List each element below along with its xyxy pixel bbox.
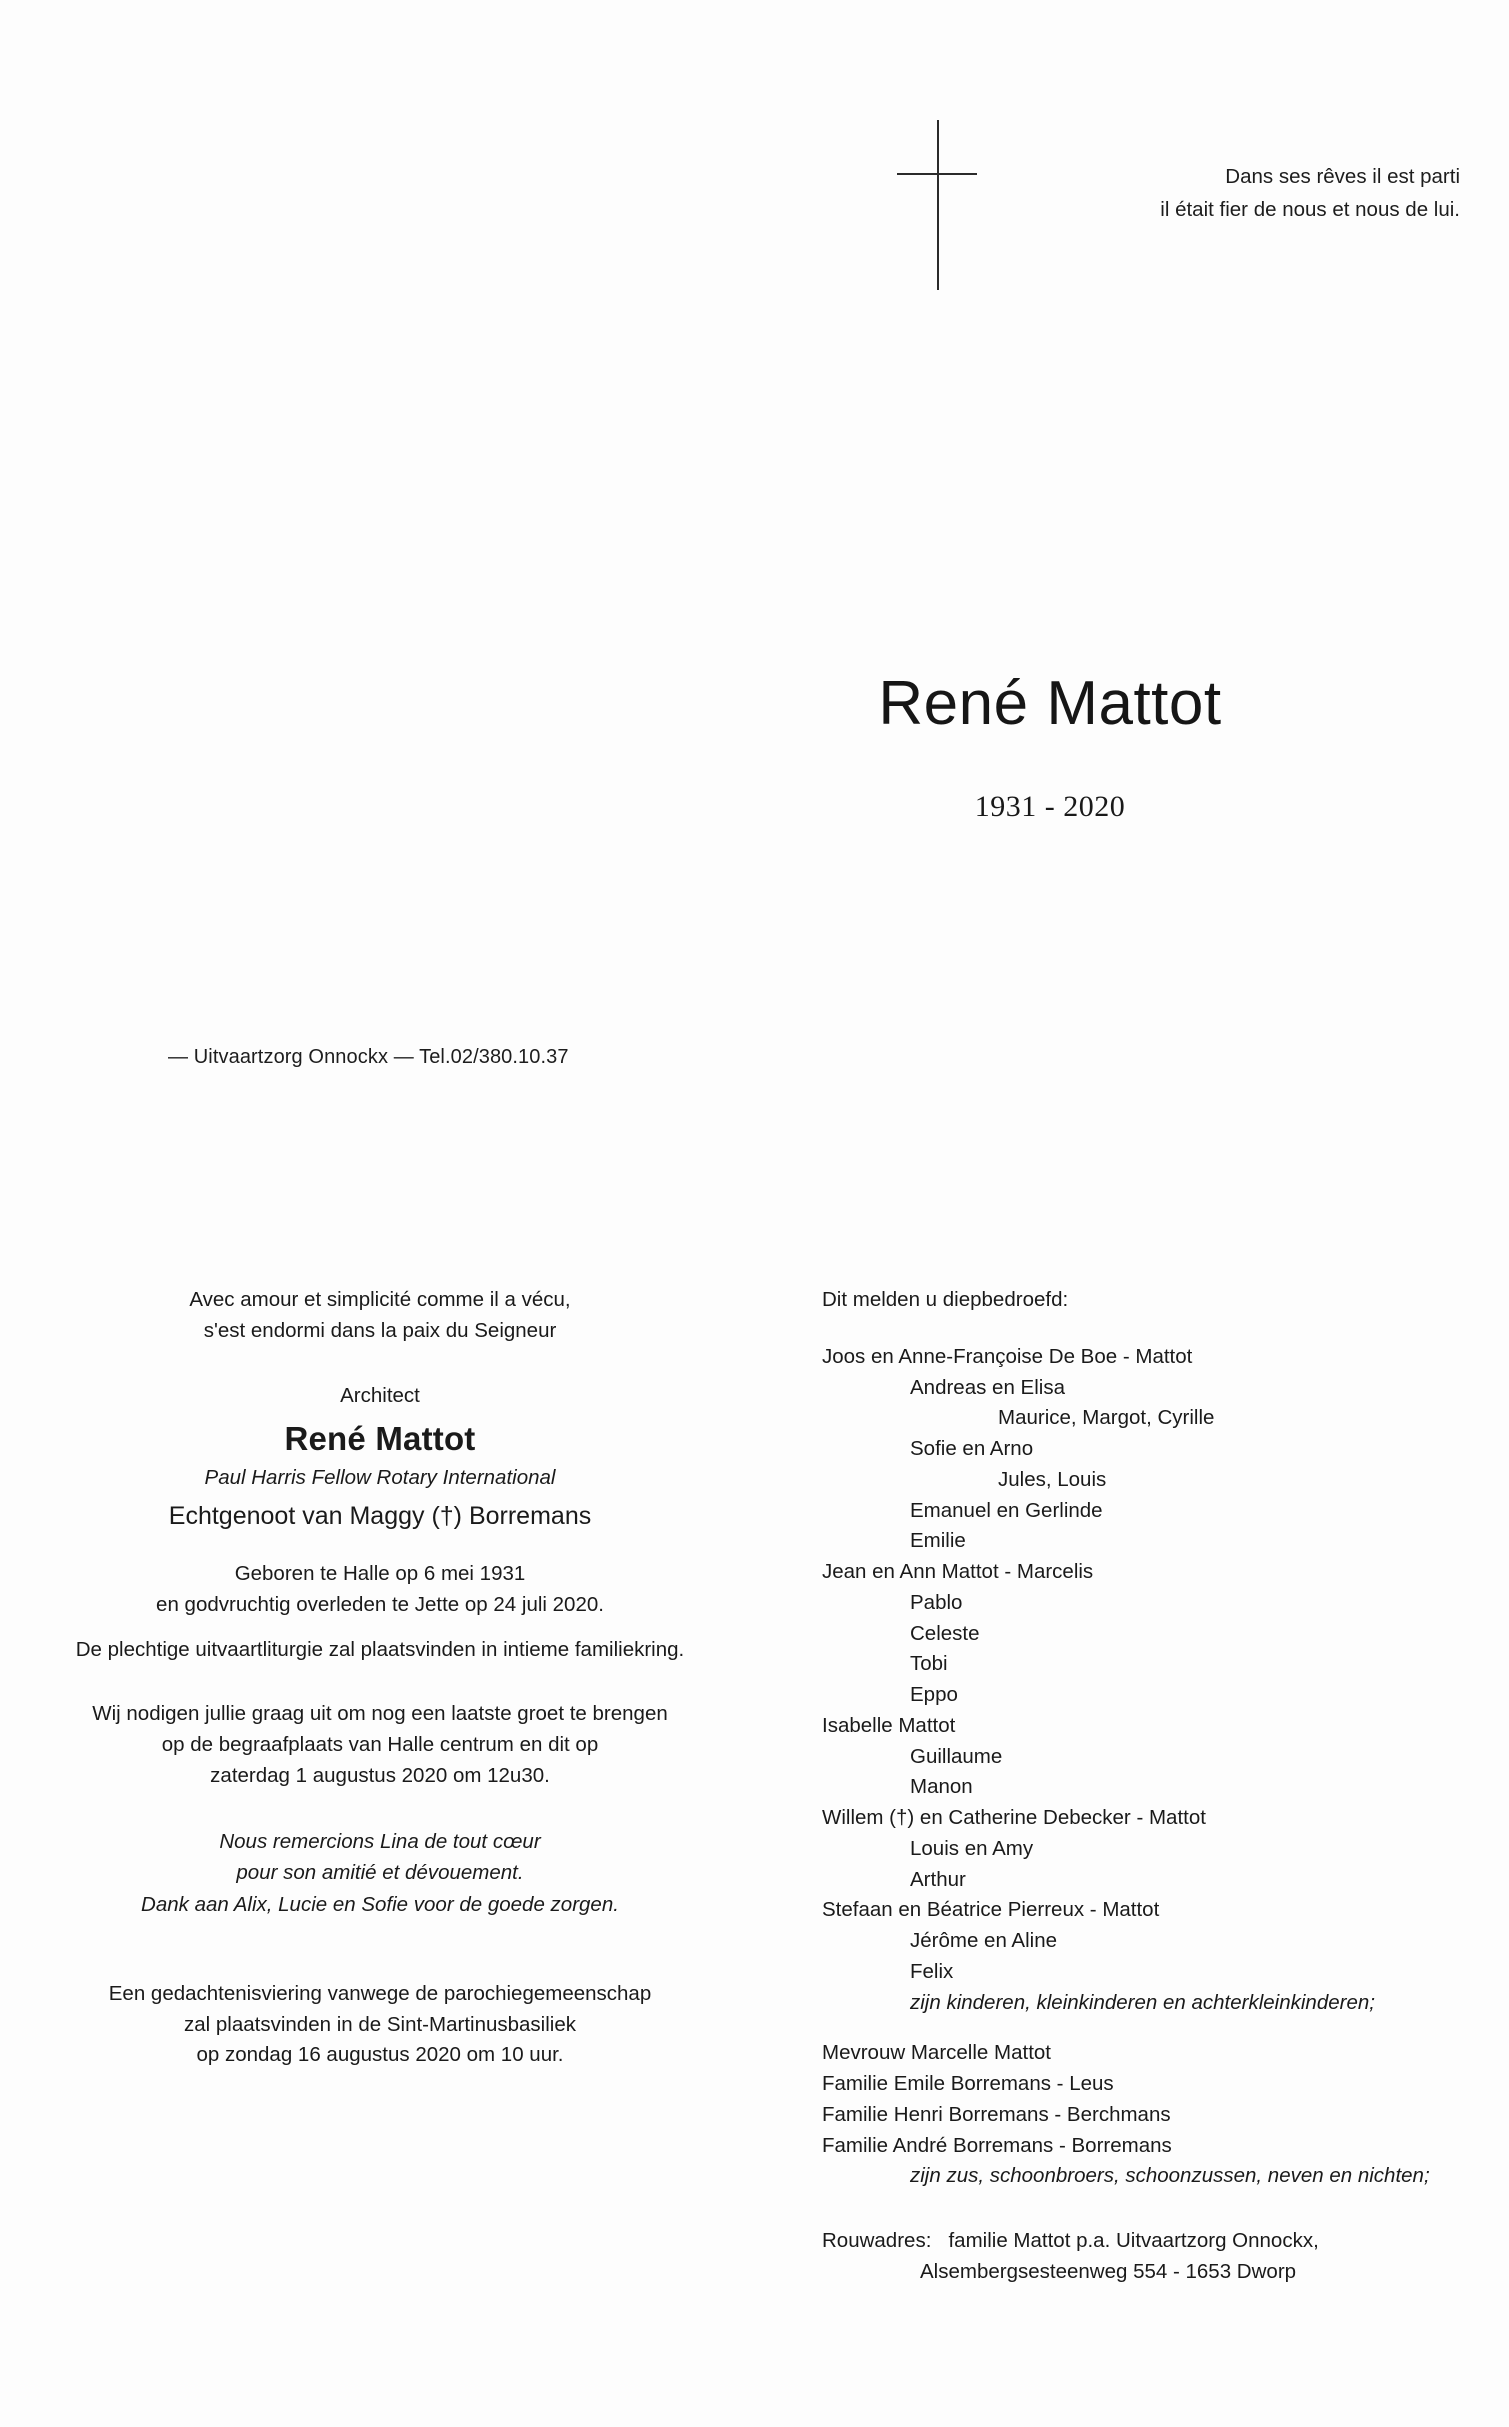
relatives-list bbox=[822, 2038, 1462, 2192]
intro-line-2: s'est endormi dans la paix du Seigneur bbox=[203, 1318, 557, 1342]
invitation-block bbox=[10, 1699, 750, 1791]
list-item: Felix bbox=[910, 1959, 954, 1983]
memorial-line-1: Een gedachtenisviering vanwege de parochiegemeenschap bbox=[108, 1981, 652, 2005]
list-item: Arthur bbox=[910, 1867, 966, 1891]
page-title: René Mattot bbox=[878, 669, 1222, 738]
liturgy-note: De plechtige uitvaartliturgie zal plaatsvinden in intieme familiekring. bbox=[75, 1637, 685, 1661]
list-item: Tobi bbox=[910, 1652, 948, 1676]
list-item: Isabelle Mattot bbox=[822, 1713, 956, 1737]
address-label: Rouwadres: bbox=[822, 2229, 932, 2252]
list-item: Eppo bbox=[910, 1683, 958, 1706]
epigraph-line-2: il était fier de nous et nous de lui. bbox=[1160, 198, 1460, 222]
list-item: Familie Henri Borremans - Berchmans bbox=[822, 2102, 1171, 2126]
list-item: Familie Emile Borremans - Leus bbox=[822, 2072, 1114, 2095]
undertaker-credit: — Uitvaartzorg Onnockx — Tel.02/380.10.37 bbox=[168, 1046, 569, 1068]
list-item: Jules, Louis bbox=[998, 1467, 1107, 1491]
list-item: Jérôme en Aline bbox=[910, 1929, 1058, 1952]
death-line: en godvruchtig overleden te Jette op 24 juli 2020. bbox=[156, 1592, 604, 1616]
epigraph-line-1: Dans ses rêves il est parti bbox=[1225, 165, 1460, 188]
list-item: Stefaan en Béatrice Pierreux - Mattot bbox=[822, 1898, 1160, 1922]
list-item: Pablo bbox=[910, 1590, 963, 1614]
list-item: Celeste bbox=[910, 1621, 980, 1645]
list-item: Familie André Borremans - Borremans bbox=[822, 2133, 1172, 2157]
memorial-line-3: op zondag 16 augustus 2020 om 10 uur. bbox=[196, 2043, 564, 2067]
list-item: Sofie en Arno bbox=[910, 1437, 1034, 1460]
list-item: Jean en Ann Mattot - Marcelis bbox=[822, 1560, 1094, 1583]
list-item: Guillaume bbox=[910, 1744, 1003, 1768]
list-item: Andreas en Elisa bbox=[910, 1375, 1065, 1399]
thanks-block bbox=[10, 1826, 750, 1921]
address-line-1 bbox=[822, 2226, 1462, 2257]
profession: Architect bbox=[340, 1383, 420, 1407]
honorific: Paul Harris Fellow Rotary International bbox=[204, 1465, 556, 1489]
right-column bbox=[822, 1285, 1462, 2288]
address-line-2: Alsembergsesteenweg 554 - 1653 Dworp bbox=[920, 2259, 1297, 2283]
spouse-line: Echtgenoot van Maggy (†) Borremans bbox=[168, 1501, 592, 1530]
family-list bbox=[822, 1342, 1462, 2019]
address-value: familie Mattot p.a. Uitvaartzorg Onnockx, bbox=[948, 2229, 1319, 2252]
invitation-line-2: op de begraafplaats van Halle centrum en dit op bbox=[161, 1733, 599, 1757]
list-item: Joos en Anne-Françoise De Boe - Mattot bbox=[822, 1344, 1193, 1368]
life-dates: 1931 - 2020 bbox=[974, 790, 1126, 823]
invitation-line-3: zaterdag 1 augustus 2020 om 12u30. bbox=[210, 1763, 550, 1787]
list-item: Maurice, Margot, Cyrille bbox=[998, 1406, 1215, 1430]
list-item: Willem (†) en Catherine Debecker - Mattot bbox=[822, 1806, 1206, 1829]
list-item-descendants-note: zijn kinderen, kleinkinderen en achterkleinkinderen; bbox=[910, 1990, 1375, 2014]
thanks-line-3: Dank aan Alix, Lucie en Sofie voor de goede zorgen. bbox=[141, 1893, 619, 1917]
epigraph bbox=[1010, 160, 1460, 226]
deceased-name: René Mattot bbox=[284, 1420, 476, 1458]
list-item: Manon bbox=[910, 1775, 973, 1799]
list-item: Emanuel en Gerlinde bbox=[910, 1498, 1103, 1522]
memorial-service-block bbox=[10, 1979, 750, 2071]
cross-icon bbox=[897, 120, 977, 290]
list-item: Mevrouw Marcelle Mattot bbox=[822, 2041, 1051, 2065]
list-item-relatives-note: zijn zus, schoonbroers, schoonzussen, neven en nichten; bbox=[910, 2164, 1430, 2188]
mourning-address bbox=[822, 2226, 1462, 2288]
list-item: Emilie bbox=[910, 1529, 966, 1553]
left-column bbox=[10, 1285, 750, 2071]
list-item: Louis en Amy bbox=[910, 1836, 1034, 1860]
thanks-line-2: pour son amitié et dévouement. bbox=[236, 1861, 524, 1885]
intro-line-1: Avec amour et simplicité comme il a vécu, bbox=[189, 1288, 571, 1311]
birth-line: Geboren te Halle op 6 mei 1931 bbox=[234, 1562, 526, 1586]
invitation-line-1: Wij nodigen jullie graag uit om nog een laatste groet te brengen bbox=[92, 1702, 668, 1726]
cross-vertical-bar bbox=[937, 120, 939, 290]
memorial-line-2: zal plaatsvinden in de Sint-Martinusbasiliek bbox=[184, 2012, 576, 2036]
announcement-header: Dit melden u diepbedroefd: bbox=[822, 1288, 1069, 1311]
cross-horizontal-bar bbox=[897, 173, 977, 175]
thanks-line-1: Nous remercions Lina de tout cœur bbox=[219, 1829, 541, 1853]
